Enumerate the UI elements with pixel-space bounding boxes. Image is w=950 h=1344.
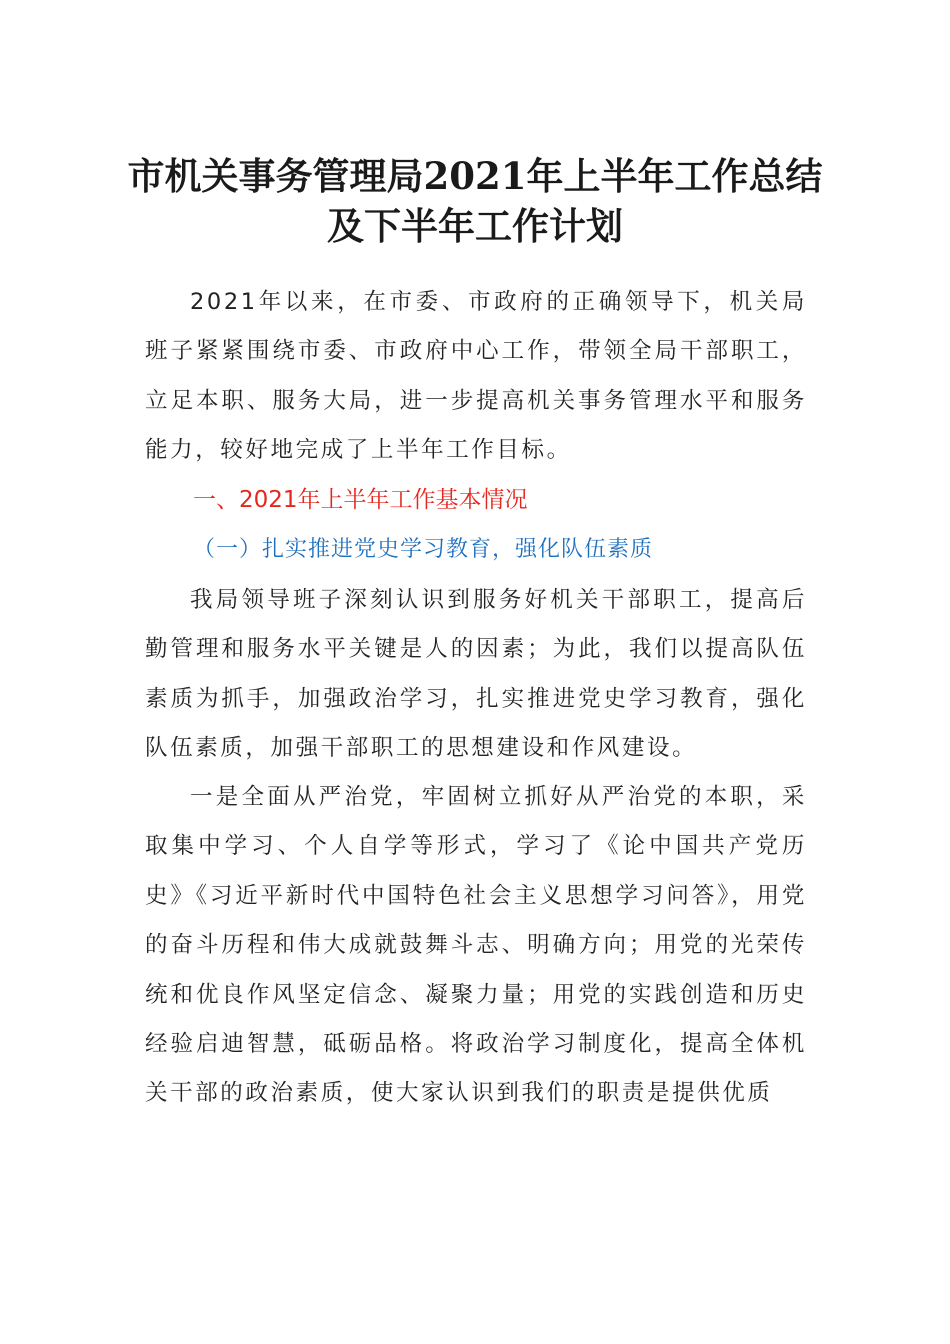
body-paragraph-1: 我局领导班子深刻认识到服务好机关干部职工，提高后勤管理和服务水平关键是人的因素；为此，我们以提高队伍素质为抓手，加强政治学习，扎实推进党史学习教育，强化队伍素质，加强干部职工的思想建设和作风建设。 — [145, 587, 807, 762]
document-title-line2: 及下半年工作计划 — [327, 204, 623, 248]
intro-paragraph: 2021年以来，在市委、市政府的正确领导下，机关局班子紧紧围绕市委、市政府中心工作，带领全局干部职工，立足本职、服务大局，进一步提高机关事务管理水平和服务能力，较好地完成了上半年工作目标。 — [145, 289, 807, 464]
section-heading: 一、2021年上半年工作基本情况 — [193, 487, 528, 513]
document-title-line1: 市机关事务管理局2021年上半年工作总结 — [127, 154, 823, 198]
body-paragraph-2: 一是全面从严治党，牢固树立抓好从严治党的本职，采取集中学习、个人自学等形式，学习了《论中国共产党历史》《习近平新时代中国特色社会主义思想学习问答》，用党的奋斗历程和伟大成就鼓舞斗志、明确方向；用党的光荣传统和优良作风坚定信念、凝聚力量；用党的实践创造和历史经验启迪智慧，砥砺品格。将政治学习制度化，提高全体机关干部的政治素质，使大家认识到我们的职责是提供优质 — [145, 784, 807, 1107]
subsection-heading: （一）扎实推进党史学习教育，强化队伍素质 — [193, 537, 654, 562]
